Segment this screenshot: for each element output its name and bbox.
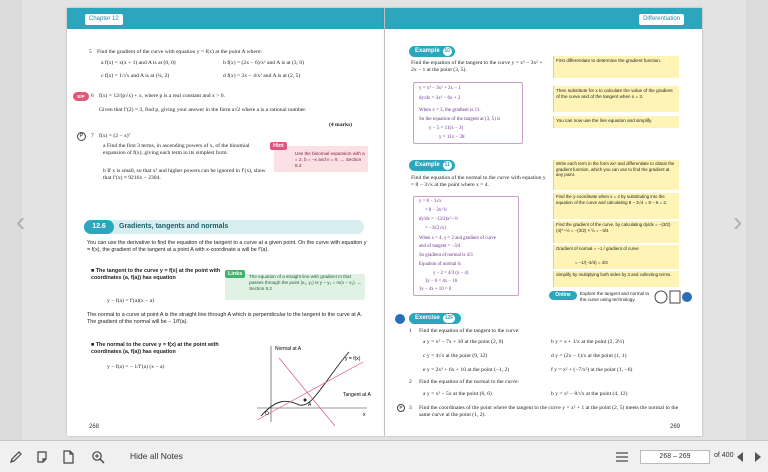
ex-q3: Find the coordinates of the point where the tangent to the curve y = x² + 1 at the point (2, 5) meets the normal to the same curve at the point (1, 2). [419, 405, 679, 418]
hint-label: Hint [270, 142, 287, 150]
ex11-line6: and of tangent = −3/4 [419, 244, 461, 249]
q7b: b If x is small, so that x² and higher powers can be ignored in f′(x), show that f′(x) ≈ 9216x − 2304. [103, 168, 266, 181]
p-badge: P [77, 132, 86, 141]
ex11-note5: = −1/(−3/4) = 4/3 [575, 260, 608, 265]
q5a: a f(x) = x(x + 1) and A is at (0, 0) [101, 60, 176, 66]
ex-q1a: a y = x² − 7x + 10 at the point (2, 0) [423, 339, 504, 345]
ex11-line8: Equation of normal is [419, 262, 461, 267]
exercise-label: Exercise [415, 315, 440, 321]
example11-question: Find the equation of the normal to the curve with equation y = 8 − 3√x at the point where x = 4. [411, 175, 546, 188]
ex-q2-number: 2 [409, 379, 412, 385]
prev-page-arrow-icon[interactable]: ‹ [16, 206, 26, 237]
section-intro: You can use the derivative to find the equation of the tangent to a curve at a given point. On the curve with equation y = f(x), the gradient of the tangent at a point A with x-coordinate a will be f′(a). [87, 240, 367, 253]
q7-text: f(x) = (2 − x)⁷ [99, 133, 131, 139]
ex-q1-number: 1 [409, 328, 412, 334]
ex10-line1: y = x³ − 3x² + 2x − 1 [419, 86, 461, 91]
section-number: 12.6 [84, 220, 114, 234]
pencil-icon[interactable] [6, 447, 26, 467]
left-page-number: 268 [89, 424, 100, 430]
ex11-line11: 3y − 4x + 10 = 0 [419, 287, 452, 292]
ex-q1c: c y = 4√x at the point (9, 12) [423, 353, 488, 359]
tangent-line [257, 362, 363, 420]
ex11-line9: y − 2 = 4/3 (x − 4) [433, 271, 469, 276]
q5-number: 5 [89, 49, 92, 55]
tangent-normal-graph [253, 342, 371, 428]
x-label: x [363, 412, 366, 418]
prev-page-button[interactable] [730, 447, 750, 467]
ex10-line5: y − 5 = 11(x − 3) [429, 126, 464, 131]
ex11-note6: Simplify by multiplying both sides by 3 and collecting terms. [556, 272, 672, 277]
left-page [67, 8, 384, 436]
ex10-line4: So the equation of the tangent at (3, 5) is [419, 117, 501, 122]
tangent-rule: ■ The tangent to the curve y = f(x) at the point with coordinates (a, f(a)) has equation [91, 268, 221, 281]
ex11-note4: Gradient of normal = −1 / gradient of curve [556, 246, 639, 251]
ex-q1b: b y = x + 1/x at the point (2, 2½) [551, 339, 625, 345]
ex10-note1: First differentiate to determine the gradient function. [556, 58, 662, 63]
right-page [385, 8, 702, 436]
example10-label: Example [415, 48, 440, 54]
ex11-line3: dy/dx = −(3/2)x^−½ [419, 217, 459, 222]
a-label: A [308, 402, 312, 408]
bottom-toolbar [0, 440, 768, 472]
ex11-line4: = −3/(2√x) [425, 226, 446, 231]
ex11-note3: Find the gradient of the curve, by calculating dy/dx = −(3/2)(4)^−½ = −(3/2) × ½ = −3/4 [556, 222, 671, 233]
normal-line [279, 358, 335, 426]
curve-path [261, 352, 349, 416]
hint-text: Use the binomial expansion with a = 2, b = −x and n = 9. ← Section 8.3 [295, 151, 365, 168]
ex11-line1: y = 8 − 3√x [419, 199, 442, 204]
ex10-line2: dy/dx = 3x² − 6x + 2 [419, 96, 461, 101]
ex10-note2: Then substitute for x to calculate the value of the gradient of the curve and of the tangent when x = 3. [556, 88, 673, 99]
chapter-tag-right: Differentiation [639, 14, 684, 25]
tangent-label: Tangent at A [343, 392, 371, 398]
q5-text: Find the gradient of the curve with equation y = f(x) at the point A where: [97, 49, 262, 55]
q7-number: 7 [91, 133, 94, 139]
section-title: Gradients, tangents and normals [119, 223, 229, 230]
example10-number: 10 [444, 48, 450, 54]
ex-q1e: e y = 2x³ + 6x + 10 at the point (−1, 2) [423, 367, 510, 373]
exercise-pill [409, 313, 461, 324]
normal-label: Normal at A [275, 346, 302, 352]
ep-badge: E/P [73, 92, 89, 101]
next-page-button[interactable] [748, 447, 768, 467]
note-icon[interactable] [32, 447, 52, 467]
online-tools-icon[interactable] [653, 288, 693, 306]
ex11-line10: 3y − 6 = 4x − 16 [425, 279, 458, 284]
ex-q2a: a y = x² − 5x at the point (6, 6) [423, 391, 492, 397]
q6-number: 6 [91, 93, 94, 99]
ex-q3-badge: P [397, 404, 405, 412]
online-label: Online [549, 291, 577, 300]
q5c: c f(x) = 1/√x and A is at (¼, 2) [101, 73, 170, 79]
ex10-note3: You can now use the line equation and simplify. [556, 118, 653, 123]
links-text: The equation of a straight line with gradient m that passes through the point (x₁, y₁) is y − y₁ = m(x − x₁). ← Section 5.2 [249, 274, 362, 291]
online-text: Explore the tangent and normal to the curve using technology. [580, 291, 650, 302]
ex11-line5: When x = 4, y = 2 and gradient of curve [419, 236, 496, 241]
links-label: Links [225, 270, 245, 278]
right-gutter [746, 0, 768, 440]
ex11-note2: Find the y-coordinate when x = 4 by substituting into the equation of the curve and calculating 8 − 3√4 = 8 − 6 = 2. [556, 194, 668, 205]
right-page-number: 269 [669, 424, 680, 430]
ex-q1d: d y = (2x − 1)/x at the point (1, 1) [551, 353, 627, 359]
list-icon[interactable] [612, 447, 632, 467]
example11-number: 11 [444, 162, 450, 168]
origin-label: O [265, 411, 269, 417]
curve-label: y = f(x) [345, 356, 361, 362]
q6-text: f(x) = 12/(p√x) + x, where p is a real constant and x > 0. [99, 93, 225, 99]
example10-pill [409, 46, 455, 57]
page-number-input[interactable]: 268 – 269 [640, 450, 710, 464]
q5d: d f(x) = 3x − 4/x² and A is at (2, 5) [223, 73, 301, 79]
ex10-line6: y = 11x − 28 [439, 135, 465, 140]
page-count: of 400 [714, 452, 734, 459]
ex-q3-number: 3 [409, 405, 412, 411]
zoom-in-icon[interactable] [88, 447, 108, 467]
q7a: a Find the first 3 terms, in ascending powers of x, of the binomial expansion of f(x), giving each term in its simplest form. [103, 143, 250, 156]
normal-equation: y − f(a) = − 1/f′(a) (x − a) [107, 364, 165, 370]
example10-question: Find the equation of the tangent to the curve y = x³ − 3x² + 2x − 1 at the point (3, 5). [411, 60, 543, 73]
chapter-tag: Chapter 12 [85, 14, 123, 25]
example11-pill [409, 160, 455, 171]
ex11-line7: So gradient of normal is 4/3 [419, 253, 473, 258]
ex10-line3: When x = 3, the gradient is 11. [419, 108, 481, 113]
point-a [304, 399, 307, 402]
exercise-code: 12F [444, 315, 454, 321]
page-icon[interactable] [58, 447, 78, 467]
tangent-equation: y − f(a) = f′(a)(x − a) [107, 298, 155, 304]
normal-rule: ■ The normal to the curve y = f(x) at the point with coordinates (a, f(a)) has equation [91, 342, 219, 355]
exercise-book-icon [395, 314, 405, 324]
ex-q2b: b y = x² − 8/√x at the point (4, 12) [551, 391, 628, 397]
q6-text2: Given that f′(2) = 3, find p, giving your answer in the form a√2 where a is a rational number. [99, 107, 307, 113]
ex11-line2: = 8 − 3x^½ [425, 208, 448, 213]
example11-label: Example [415, 162, 440, 168]
next-page-arrow-icon[interactable]: › [733, 206, 743, 237]
q6-marks: (4 marks) [329, 122, 353, 128]
ex-q2: Find the equation of the normal to the curve: [419, 379, 520, 385]
ex-q1f: f y = x² + (−7/x²) at the point (1, −6) [551, 367, 633, 373]
hide-all-notes-button[interactable]: Hide all Notes [130, 451, 183, 461]
ex11-note1: Write each term in the form axⁿ and differentiate to obtain the gradient function, which you can use to find the gradient at any point. [556, 161, 675, 178]
normal-definition: The normal to a curve at point A is the straight line through A which is perpendicular to the tangent to the curve at A. The gradient of the normal will be − 1/f′(a). [87, 312, 363, 325]
ex-q1: Find the equation of the tangent to the curve: [419, 328, 520, 334]
q5b: b f(x) = (2x − 6)/x² and A is at (3, 0) [223, 60, 305, 66]
